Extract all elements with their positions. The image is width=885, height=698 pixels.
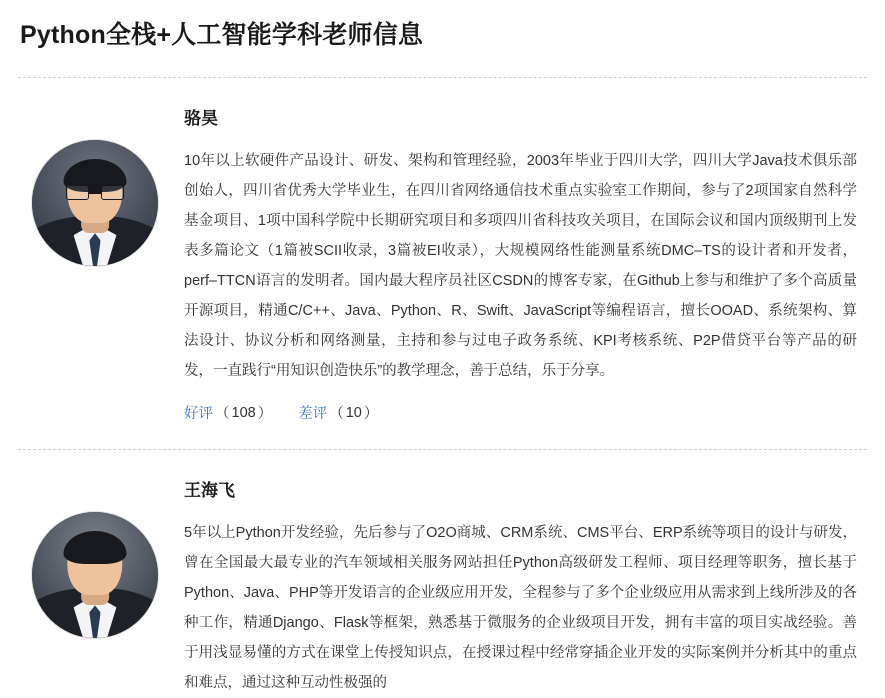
negative-rating[interactable] bbox=[298, 402, 378, 423]
glasses-right-lens bbox=[101, 185, 124, 200]
rating-row bbox=[184, 402, 857, 423]
paren-close: ） bbox=[363, 406, 379, 423]
teacher-name: 骆昊 bbox=[184, 109, 218, 128]
avatar-container bbox=[32, 480, 182, 638]
teacher-description: 10年以上软硬件产品设计、研发、架构和管理经验，2003年毕业于四川大学，四川大学Java技术俱乐部创始人，四川省优秀大学毕业生，在四川省网络通信技术重点实验室工作期间，参与了2项国家自然科学基金项目、1项中国科学院中长期研究项目和多项四川省科技攻关项目，在国际会议和国内顶级期刊上发表多篇论文（1篇被SCII收录，3篇被EI收录），大规模网络性能测量系统DMC–TS的设计者和开发者，perf–TTCN语言的发明者。国内最大程序员社区CSDN的博客专家，在Github上参与和维护了多个高质量开源项目，精通C/C++、Java、Python、R、Swift、JavaScript等编程语言，擅长OOAD、系统架构、算法设计、协议分析和网络测量，主持和参与过电子政务系统、KPI考核系统、P2P借贷平台等产品的研发，一直践行“用知识创造快乐”的教学理念，善于总结，乐于分享。 bbox=[184, 153, 857, 380]
teacher-card bbox=[18, 78, 867, 423]
teacher-card bbox=[18, 450, 867, 698]
positive-rating-count: 108 bbox=[231, 404, 256, 421]
glasses-bridge bbox=[89, 192, 101, 194]
teacher-portrait-photo bbox=[32, 140, 158, 266]
paren-close: ） bbox=[257, 406, 273, 423]
positive-rating[interactable] bbox=[184, 402, 272, 423]
avatar-container bbox=[32, 108, 182, 266]
teacher-info bbox=[182, 108, 867, 423]
teacher-info bbox=[182, 480, 867, 698]
teacher-portrait-photo bbox=[32, 512, 158, 638]
negative-rating-label[interactable]: 差评 bbox=[298, 406, 328, 423]
positive-rating-label[interactable]: 好评 bbox=[184, 406, 213, 423]
page-title: Python全栈+人工智能学科老师信息 bbox=[20, 21, 424, 49]
glasses-left-lens bbox=[66, 185, 89, 200]
negative-rating-count: 10 bbox=[345, 404, 362, 421]
teacher-description: 5年以上Python开发经验，先后参与了O2O商城、CRM系统、CMS平台、ERP系统等项目的设计与研发，曾在全国最大最专业的汽车领域相关服务网站担任Python高级研发工程师、项目经理等职务，擅长基于Python、Java、PHP等开发语言的企业级应用开发，全程参与了多个企业级应用从需求到上线所涉及的各种工作，精通Django、Flask等框架，熟悉基于微服务的企业级项目开发，拥有丰富的项目实战经验。善于用浅显易懂的方式在课堂上传授知识点，在授课过程中经常穿插企业开发的实际案例并分析其中的重点和难点，通过这种互动性极强的 bbox=[184, 525, 857, 692]
glasses-icon bbox=[66, 185, 124, 200]
paren-open: （ bbox=[215, 406, 230, 423]
paren-open: （ bbox=[329, 406, 344, 423]
teacher-name: 王海飞 bbox=[184, 481, 235, 501]
